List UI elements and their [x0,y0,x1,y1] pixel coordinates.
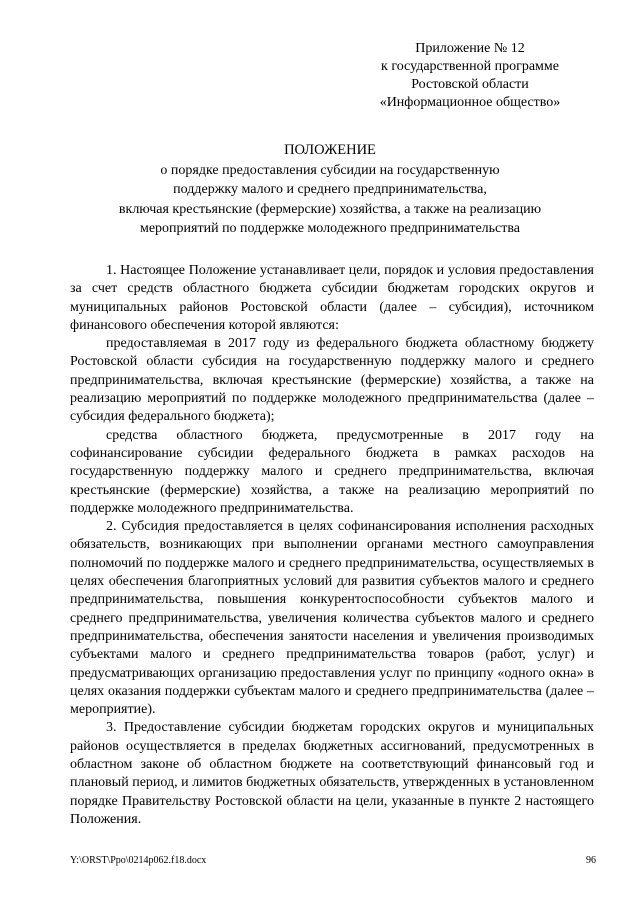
paragraph: предоставляемая в 2017 году из федерального бюджета областному бюджету Ростовской области субсидия на государственную поддержку малого и среднего предпринимательства, включая крестьянские (фермерские) хозяйства, а также на реализацию мероприятий по поддержке молодежного предпринимательства (далее – субсидия федерального бюджета); [70,336,594,425]
paragraph: 3. Предоставление субсидии бюджетам городских округов и муниципальных районов осуществляется в пределах бюджетных ассигнований, предусмотренных в областном законе об областном бюджете на соответствующий финансовый год и плановый период, и лимитов бюджетных обязательств, утвержденных в установленном порядке Правительству Ростовской области на цели, указанные в пункте 2 настоящего Положения. [70,720,594,827]
page-number: 96 [586,855,596,866]
paragraph: 1. Настоящее Положение устанавливает цели, порядок и условия предоставления за счет средств областного бюджета субсидии бюджетам городских округов и муниципальных районов Ростовской области (далее – субсидия), источником финансового обеспечения которой являются: [70,263,594,333]
file-path: Y:\ORST\Ppo\0214p062.f18.docx [70,855,207,866]
appendix-header [330,40,610,112]
title-line-2: поддержку малого и среднего предпринимательства, [173,182,487,197]
appendix-number: Приложение № 12 [415,41,525,56]
appendix-program: к государственной программе [381,59,559,74]
appendix-region: Ростовской области [411,77,529,92]
paragraph: средства областного бюджета, предусмотренные в 2017 году на софинансирование субсидии федерального бюджета в рамках расходов на государственную поддержку малого и среднего предпринимательства, включая крестьянские (фермерские) хозяйства, а также на реализацию мероприятий по поддержке молодежного предпринимательства. [70,427,594,516]
title-line-1: о порядке предоставления субсидии на государственную [160,162,500,178]
paragraph: 2. Субсидия предоставляется в целях софинансирования исполнения расходных обязательств, возникающих при выполнении органами местного самоуправления полномочий по поддержке малого и среднего предпринимательства, осуществляемых в целях обеспечения благоприятных условий для развития субъектов малого и среднего предпринимательства, повышения конкурентоспособности субъектов малого и среднего предпринимательства, увеличения количества субъектов малого и среднего предпринимательства, обеспечения занятости населения и увеличения производимых субъектами малого и среднего предпринимательства товаров (работ, услуг) и предусматривающих организацию предоставления услуг по принципу «одного окна» в целях оказания поддержки субъектам малого и среднего предпринимательства (далее – мероприятие). [70,519,594,718]
document-title [60,141,600,239]
title-line-4: мероприятий по поддержке молодежного предпринимательства [139,221,521,236]
title-heading: ПОЛОЖЕНИЕ [284,142,376,158]
appendix-program-name: «Информационное общество» [379,95,561,110]
title-line-3: включая крестьянские (фермерские) хозяйства, а также на реализацию [118,201,542,217]
document-body [70,262,594,829]
